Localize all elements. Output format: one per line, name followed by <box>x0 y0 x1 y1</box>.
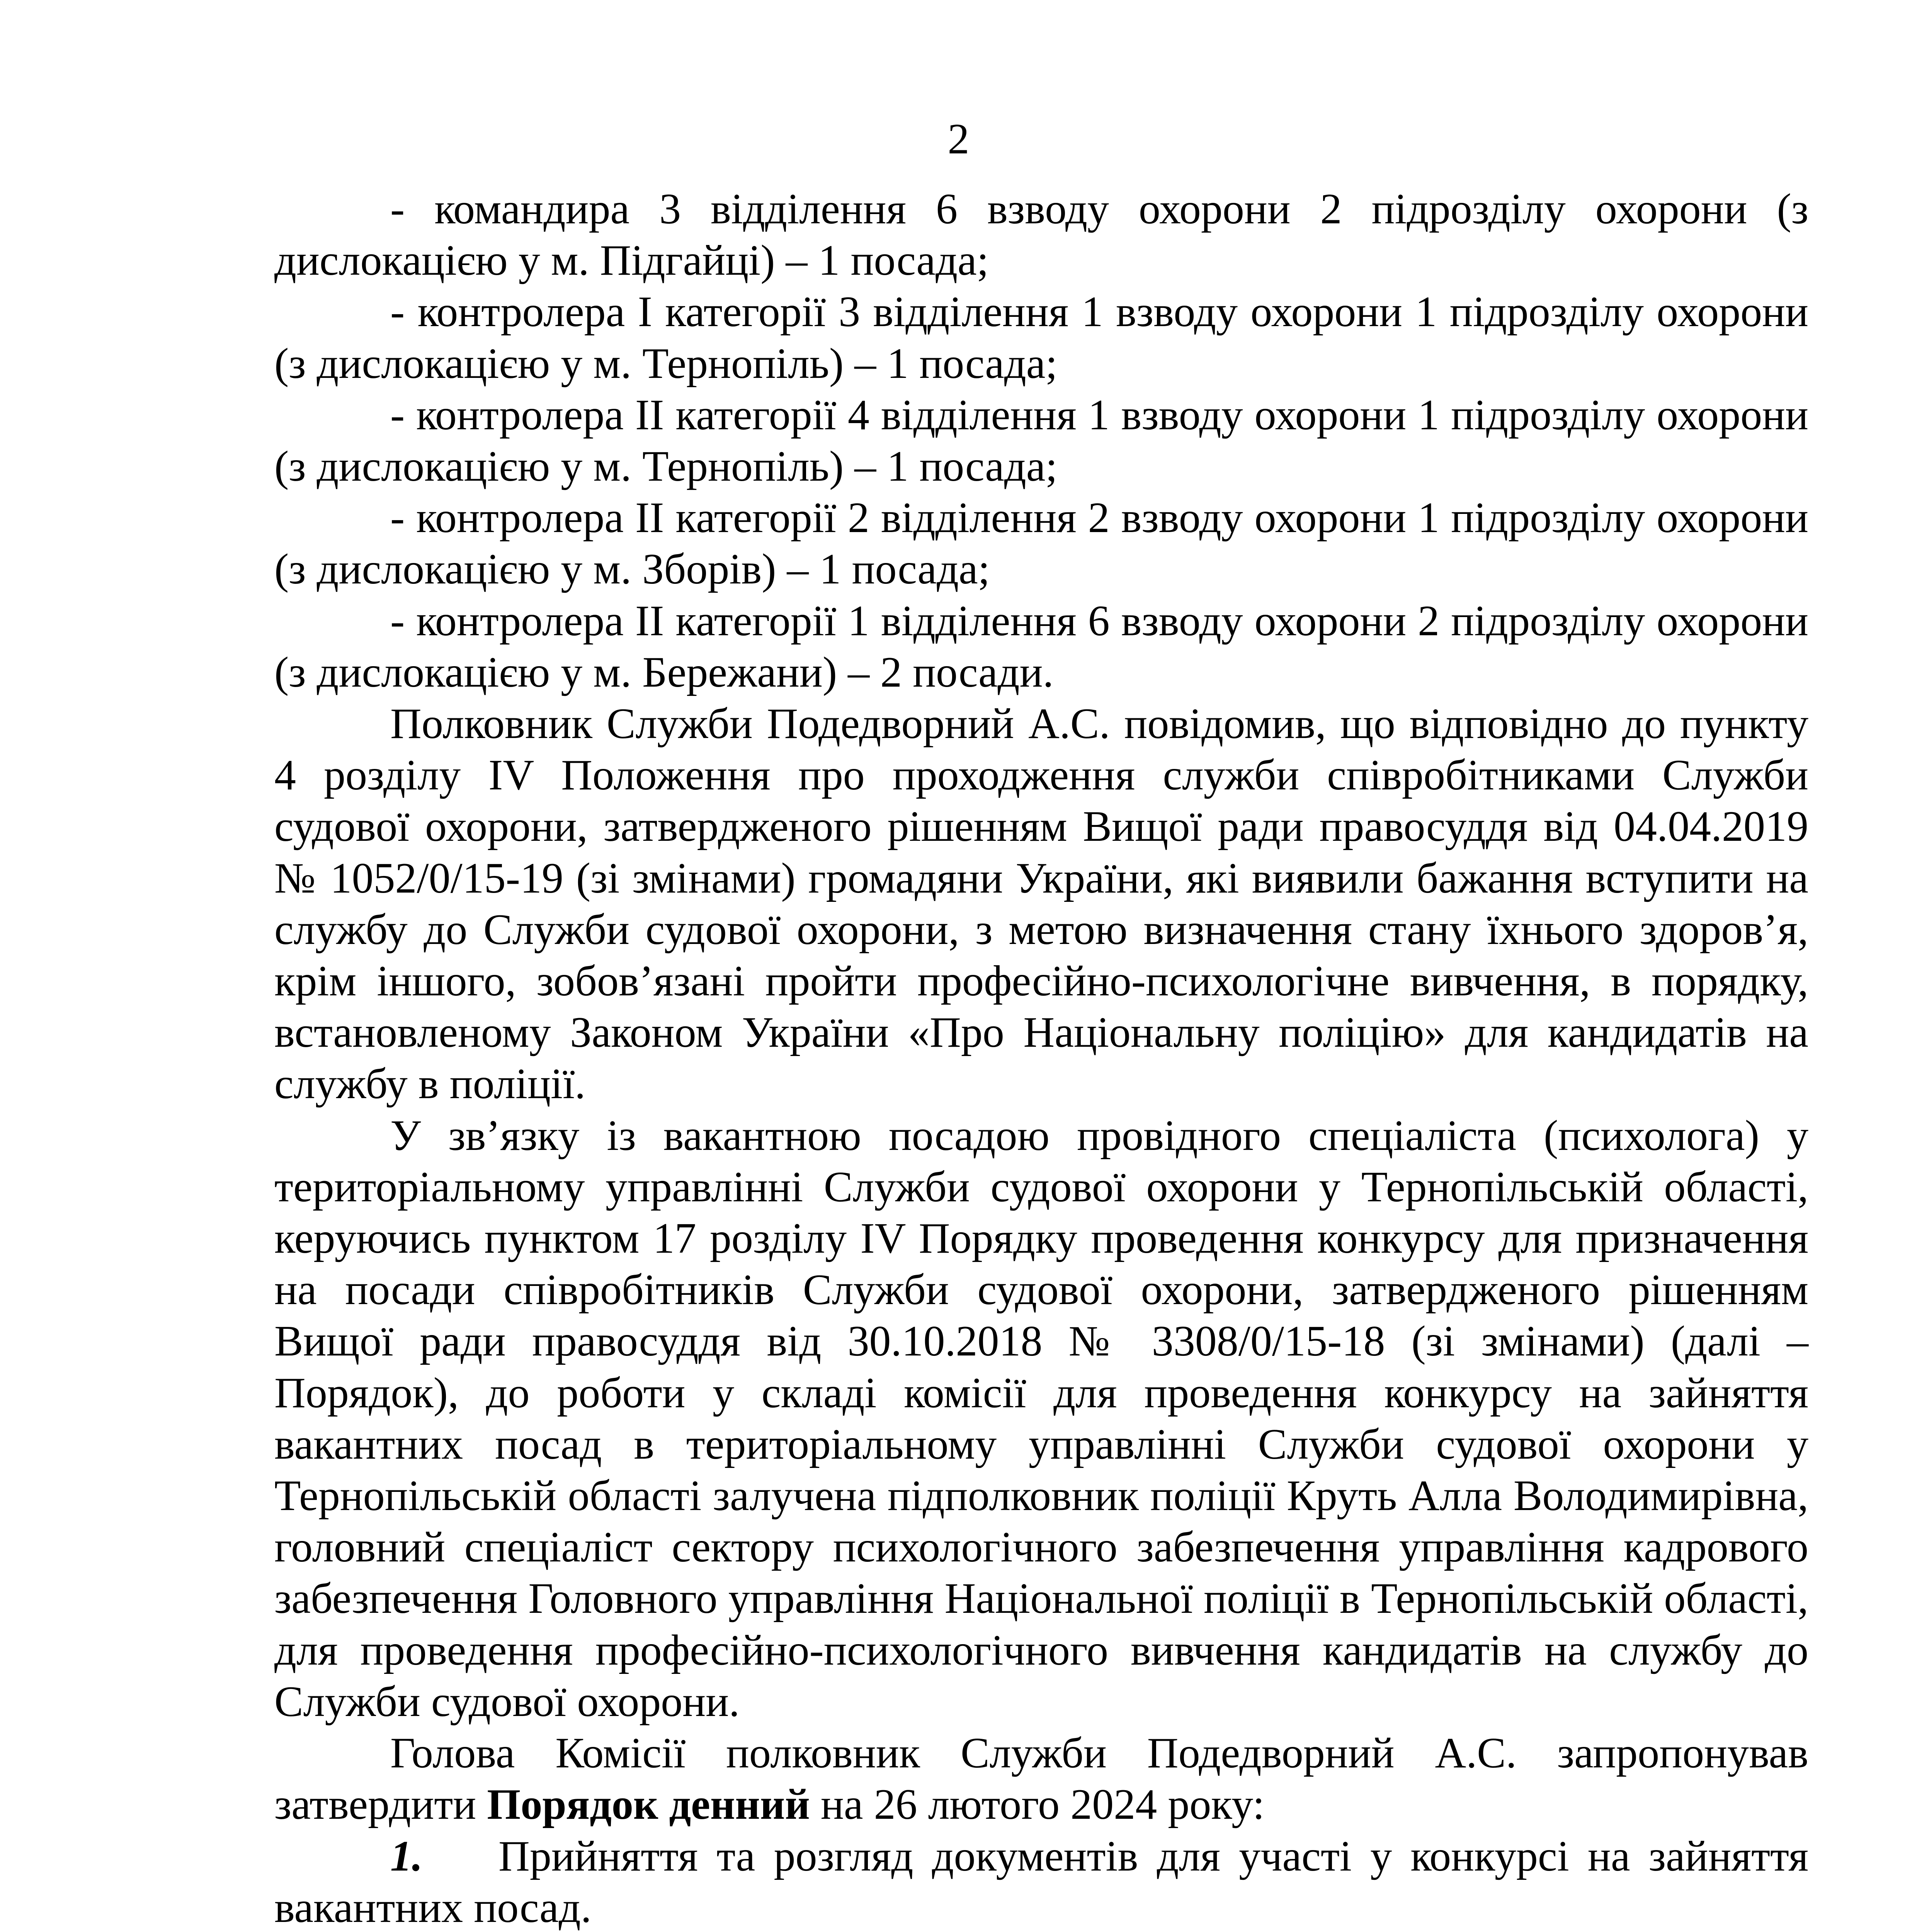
position-item: - контролера І категорії 3 відділення 1 взводу охорони 1 підрозділу охорони (з дислокацією у м. Тернопіль) – 1 посада; <box>274 288 1808 388</box>
page-number: 2 <box>947 115 970 163</box>
agenda-item <box>274 1831 1808 1932</box>
body-paragraph: Полковник Служби Подедворний А.С. повідомив, що відповідно до пункту 4 розділу IV Положення про проходження служби співробітниками Служби судової охорони, затвердженого рішенням Вищої ради правосуддя від 04.04.2019 № 1052/0/15-19 (зі змінами) громадяни України, які виявили бажання вступити на службу до Служби судової охорони, з метою визначення стану їхнього здоров’я, крім іншого, зобов’язані пройти професійно-психологічне вивчення, в порядку, встановленому Законом України «Про Національну поліцію» для кандидатів на службу в поліції. <box>274 700 1808 1108</box>
agenda-item-text: Прийняття та розгляд документів для участі у конкурсі на зайняття вакантних посад. <box>274 1832 1808 1932</box>
agenda-intro-text: Голова Комісії полковник Служби Подедворний А.С. запропонував затвердити <box>274 1729 1808 1829</box>
document-body <box>274 184 1808 1932</box>
agenda-item-number: 1. <box>390 1832 423 1880</box>
position-item: - контролера ІІ категорії 1 відділення 6 взводу охорони 2 підрозділу охорони (з дислокацією у м. Бережани) – 2 посади. <box>274 597 1808 696</box>
position-item: - контролера ІІ категорії 4 відділення 1 взводу охорони 1 підрозділу охорони (з дислокацією у м. Тернопіль) – 1 посада; <box>274 391 1808 491</box>
agenda-title: Порядок денний <box>487 1781 810 1829</box>
position-item: - контролера ІІ категорії 2 відділення 2 взводу охорони 1 підрозділу охорони (з дислокацією у м. Зборів) – 1 посада; <box>274 494 1808 594</box>
agenda-intro <box>274 1728 1808 1830</box>
position-item: - командира 3 відділення 6 взводу охорони 2 підрозділу охорони (з дислокацією у м. Підгайці) – 1 посада; <box>274 185 1808 285</box>
body-paragraph: У зв’язку із вакантною посадою провідного спеціаліста (психолога) у територіальному управлінні Служби судової охорони у Тернопільській області, керуючись пунктом 17 розділу IV Порядку проведення конкурсу для призначення на посади співробітників Служби судової охорони, затвердженого рішенням Вищої ради правосуддя від 30.10.2018 № 3308/0/15-18 (зі змінами) (далі – Порядок), до роботи у складі комісії для проведення конкурсу на зайняття вакантних посад в територіальному управлінні Служби судової охорони у Тернопільській області залучена підполковник поліції Круть Алла Володимирівна, головний спеціаліст сектору психологічного забезпечення управління кадрового забезпечення Головного управління Національної поліції в Тернопільській області, для проведення професійно-психологічного вивчення кандидатів на службу до Служби судової охорони. <box>274 1111 1808 1726</box>
agenda-intro-date: на 26 лютого 2024 року: <box>810 1781 1265 1829</box>
